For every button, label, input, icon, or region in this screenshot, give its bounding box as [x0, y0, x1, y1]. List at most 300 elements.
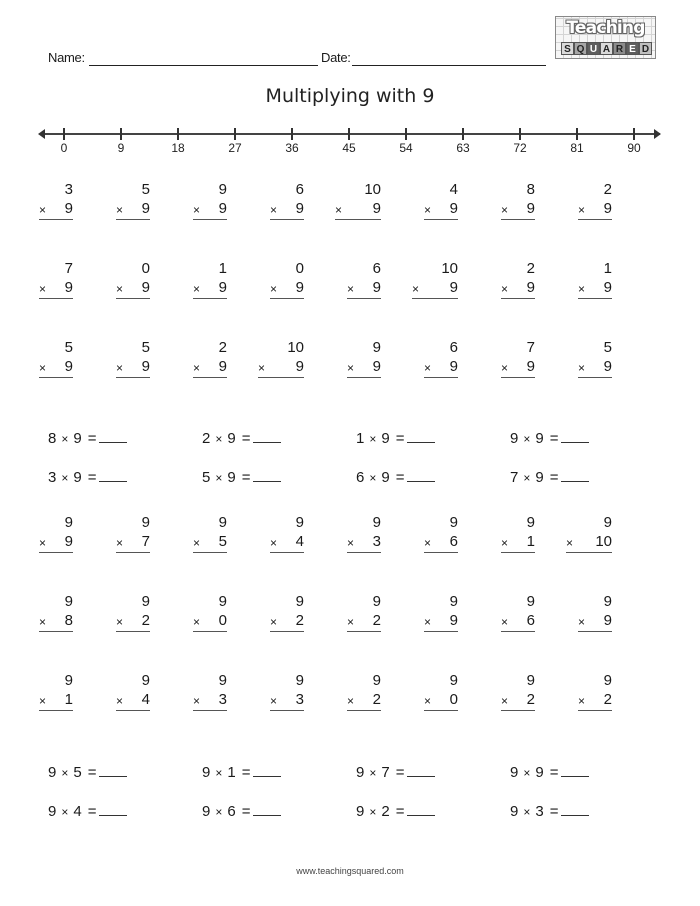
multiplier: 9: [526, 200, 535, 217]
horizontal-equation: [48, 467, 127, 485]
times-sign: ×: [578, 694, 586, 708]
vertical-problem: [116, 672, 150, 712]
answer-line[interactable]: [501, 298, 535, 299]
multiplicand: 9: [218, 672, 227, 689]
answer-line[interactable]: [347, 298, 381, 299]
answer-line[interactable]: [347, 710, 381, 711]
vertical-problem: [412, 260, 458, 300]
tick-label: 90: [627, 141, 641, 155]
answer-blank[interactable]: [99, 801, 127, 816]
tick-label: 0: [60, 141, 68, 155]
answer-blank[interactable]: [99, 428, 127, 443]
vertical-problem: [578, 260, 612, 300]
horizontal-equation: [202, 801, 281, 819]
multiplier: 7: [141, 533, 150, 550]
number-line-tick: [633, 128, 635, 140]
answer-line[interactable]: [39, 298, 73, 299]
horizontal-equation: [202, 762, 281, 780]
times-sign: ×: [215, 471, 223, 485]
operand-b: 5: [73, 764, 82, 781]
answer-line[interactable]: [39, 377, 73, 378]
operand-b: 9: [73, 469, 82, 486]
answer-line[interactable]: [39, 219, 73, 220]
times-sign: ×: [270, 615, 278, 629]
times-sign: ×: [523, 766, 531, 780]
answer-line[interactable]: [258, 377, 304, 378]
answer-line[interactable]: [424, 710, 458, 711]
times-sign: ×: [501, 282, 509, 296]
times-sign: ×: [61, 805, 69, 819]
operand-a: 9: [510, 430, 519, 447]
answer-line[interactable]: [116, 377, 150, 378]
answer-blank[interactable]: [99, 467, 127, 482]
vertical-problem: [270, 181, 304, 221]
times-sign: ×: [270, 203, 278, 217]
times-sign: ×: [193, 282, 201, 296]
multiplicand: 9: [64, 593, 73, 610]
arrow-right-icon: [654, 129, 661, 139]
answer-blank[interactable]: [99, 762, 127, 777]
times-sign: ×: [39, 615, 47, 629]
vertical-problem: [501, 260, 535, 300]
times-sign: ×: [501, 203, 509, 217]
multiplicand: 7: [526, 339, 535, 356]
times-sign: ×: [335, 203, 343, 217]
multiplicand: 5: [603, 339, 612, 356]
answer-line[interactable]: [424, 631, 458, 632]
vertical-problem: [39, 593, 73, 633]
times-sign: ×: [523, 432, 531, 446]
multiplier: 9: [141, 200, 150, 217]
times-sign: ×: [501, 536, 509, 550]
answer-line[interactable]: [424, 219, 458, 220]
vertical-problem: [193, 672, 227, 712]
answer-line[interactable]: [501, 377, 535, 378]
answer-blank[interactable]: [561, 428, 589, 443]
number-line-axis: [40, 133, 660, 135]
vertical-problem: [116, 593, 150, 633]
answer-line[interactable]: [116, 219, 150, 220]
multiplier: 3: [372, 533, 381, 550]
multiplicand: 1: [603, 260, 612, 277]
vertical-problem: [578, 593, 612, 633]
times-sign: ×: [193, 536, 201, 550]
multiplicand: 5: [141, 339, 150, 356]
operand-b: 9: [227, 430, 236, 447]
times-sign: ×: [424, 615, 432, 629]
vertical-problem: [39, 181, 73, 221]
logo-letter: S: [561, 42, 574, 55]
times-sign: ×: [116, 361, 124, 375]
multiplicand: 9: [295, 593, 304, 610]
horizontal-equation: [356, 467, 435, 485]
date-label: Date:: [321, 50, 351, 65]
number-line-tick: [519, 128, 521, 140]
multiplicand: 5: [141, 181, 150, 198]
multiplicand: 9: [141, 672, 150, 689]
multiplier: 9: [449, 279, 458, 296]
number-line-tick: [576, 128, 578, 140]
operand-b: 9: [535, 469, 544, 486]
horizontal-equation: [48, 801, 127, 819]
multiplier: 4: [295, 533, 304, 550]
multiplier: 2: [372, 691, 381, 708]
multiplicand: 9: [218, 181, 227, 198]
multiplier: 8: [64, 612, 73, 629]
vertical-problem: [347, 260, 381, 300]
answer-line[interactable]: [501, 631, 535, 632]
multiplier: 9: [218, 358, 227, 375]
times-sign: ×: [412, 282, 420, 296]
answer-line[interactable]: [193, 710, 227, 711]
answer-blank[interactable]: [253, 467, 281, 482]
vertical-problem: [193, 260, 227, 300]
answer-blank[interactable]: [407, 801, 435, 816]
vertical-problem: [116, 260, 150, 300]
answer-line[interactable]: [424, 552, 458, 553]
name-label: Name:: [48, 50, 85, 65]
equals-sign: =: [549, 764, 559, 781]
multiplicand: 10: [441, 260, 458, 277]
multiplier: 9: [526, 358, 535, 375]
vertical-problem: [193, 593, 227, 633]
times-sign: ×: [215, 805, 223, 819]
answer-line[interactable]: [116, 710, 150, 711]
tick-label: 18: [171, 141, 185, 155]
tick-label: 36: [285, 141, 299, 155]
number-line-tick: [234, 128, 236, 140]
horizontal-equation: [356, 801, 435, 819]
operand-b: 9: [73, 430, 82, 447]
logo-text-top: Teaching: [566, 18, 645, 38]
horizontal-equation: [48, 428, 127, 446]
multiplier: 9: [141, 358, 150, 375]
times-sign: ×: [270, 694, 278, 708]
times-sign: ×: [347, 536, 355, 550]
vertical-problem: [39, 260, 73, 300]
times-sign: ×: [424, 536, 432, 550]
operand-a: 5: [202, 469, 211, 486]
horizontal-equation: [510, 762, 589, 780]
answer-line[interactable]: [501, 710, 535, 711]
vertical-problem: [578, 339, 612, 379]
vertical-problem: [193, 514, 227, 554]
horizontal-equation: [510, 801, 589, 819]
equals-sign: =: [241, 469, 251, 486]
multiplicand: 9: [372, 514, 381, 531]
tick-label: 72: [513, 141, 527, 155]
operand-a: 9: [202, 764, 211, 781]
times-sign: ×: [270, 536, 278, 550]
multiplicand: 5: [64, 339, 73, 356]
vertical-problem: [193, 339, 227, 379]
multiplicand: 9: [372, 339, 381, 356]
answer-line[interactable]: [501, 552, 535, 553]
answer-line[interactable]: [566, 552, 612, 553]
multiplier: 2: [372, 612, 381, 629]
times-sign: ×: [61, 766, 69, 780]
equals-sign: =: [395, 764, 405, 781]
multiplicand: 6: [449, 339, 458, 356]
multiplier: 2: [141, 612, 150, 629]
logo-letter: R: [613, 42, 626, 55]
answer-line[interactable]: [347, 552, 381, 553]
multiplicand: 6: [372, 260, 381, 277]
times-sign: ×: [116, 203, 124, 217]
teaching-squared-logo: [555, 16, 656, 59]
multiplicand: 9: [449, 672, 458, 689]
multiplier: 9: [295, 279, 304, 296]
answer-line[interactable]: [578, 219, 612, 220]
multiplicand: 2: [603, 181, 612, 198]
answer-line[interactable]: [116, 298, 150, 299]
answer-blank[interactable]: [253, 801, 281, 816]
logo-text-bottom: [561, 42, 652, 55]
answer-blank[interactable]: [561, 801, 589, 816]
answer-line[interactable]: [270, 631, 304, 632]
answer-line[interactable]: [193, 631, 227, 632]
multiplicand: 10: [287, 339, 304, 356]
multiplier: 9: [603, 358, 612, 375]
answer-line[interactable]: [193, 377, 227, 378]
multiplicand: 9: [64, 514, 73, 531]
multiplier: 10: [595, 533, 612, 550]
multiplier: 9: [526, 279, 535, 296]
answer-line[interactable]: [39, 710, 73, 711]
multiplicand: 9: [603, 514, 612, 531]
operand-a: 9: [510, 803, 519, 820]
multiplier: 9: [372, 358, 381, 375]
vertical-problem: [39, 339, 73, 379]
vertical-problem: [501, 339, 535, 379]
vertical-problem: [501, 181, 535, 221]
multiplicand: 9: [218, 514, 227, 531]
multiplicand: 9: [372, 593, 381, 610]
vertical-problem: [347, 339, 381, 379]
times-sign: ×: [424, 694, 432, 708]
vertical-problem: [270, 593, 304, 633]
multiplicand: 9: [141, 593, 150, 610]
number-line-tick: [348, 128, 350, 140]
tick-label: 81: [570, 141, 584, 155]
times-sign: ×: [347, 361, 355, 375]
tick-label: 54: [399, 141, 413, 155]
multiplier: 2: [526, 691, 535, 708]
tick-label: 9: [117, 141, 125, 155]
vertical-problem: [270, 672, 304, 712]
vertical-problem: [424, 339, 458, 379]
multiplicand: 9: [526, 672, 535, 689]
multiplier: 1: [526, 533, 535, 550]
times-sign: ×: [215, 432, 223, 446]
times-sign: ×: [347, 694, 355, 708]
multiplier: 9: [295, 358, 304, 375]
answer-line[interactable]: [193, 298, 227, 299]
equals-sign: =: [241, 803, 251, 820]
multiplicand: 9: [141, 514, 150, 531]
answer-line[interactable]: [270, 298, 304, 299]
answer-line[interactable]: [335, 219, 381, 220]
times-sign: ×: [578, 361, 586, 375]
footer-url: www.teachingsquared.com: [296, 866, 404, 876]
multiplicand: 9: [64, 672, 73, 689]
times-sign: ×: [424, 361, 432, 375]
vertical-problem: [566, 514, 612, 554]
times-sign: ×: [193, 694, 201, 708]
answer-blank[interactable]: [561, 467, 589, 482]
multiplicand: 9: [603, 672, 612, 689]
multiplier: 0: [218, 612, 227, 629]
equals-sign: =: [87, 469, 97, 486]
multiplicand: 9: [603, 593, 612, 610]
vertical-problem: [116, 339, 150, 379]
tick-label: 27: [228, 141, 242, 155]
vertical-problem: [424, 672, 458, 712]
answer-line[interactable]: [116, 631, 150, 632]
number-line-tick: [120, 128, 122, 140]
answer-line[interactable]: [347, 377, 381, 378]
answer-line[interactable]: [270, 219, 304, 220]
multiplier: 9: [218, 200, 227, 217]
times-sign: ×: [369, 471, 377, 485]
answer-line[interactable]: [578, 710, 612, 711]
times-sign: ×: [116, 536, 124, 550]
logo-letter: A: [600, 42, 613, 55]
multiplier: 9: [372, 200, 381, 217]
operand-a: 9: [202, 803, 211, 820]
multiplicand: 9: [295, 514, 304, 531]
times-sign: ×: [566, 536, 574, 550]
multiplicand: 9: [449, 593, 458, 610]
times-sign: ×: [501, 615, 509, 629]
logo-letter: E: [626, 42, 639, 55]
multiplier: 5: [218, 533, 227, 550]
answer-line[interactable]: [578, 298, 612, 299]
answer-line[interactable]: [501, 219, 535, 220]
operand-a: 9: [48, 803, 57, 820]
operand-a: 9: [510, 764, 519, 781]
horizontal-equation: [510, 467, 589, 485]
operand-a: 2: [202, 430, 211, 447]
vertical-problem: [578, 181, 612, 221]
multiplicand: 1: [218, 260, 227, 277]
operand-b: 7: [381, 764, 390, 781]
equals-sign: =: [87, 430, 97, 447]
multiplier: 9: [141, 279, 150, 296]
times-sign: ×: [116, 694, 124, 708]
answer-blank[interactable]: [407, 428, 435, 443]
horizontal-equation: [356, 428, 435, 446]
answer-line[interactable]: [116, 552, 150, 553]
times-sign: ×: [523, 805, 531, 819]
answer-line[interactable]: [578, 631, 612, 632]
answer-line[interactable]: [39, 552, 73, 553]
vertical-problem: [39, 514, 73, 554]
times-sign: ×: [523, 471, 531, 485]
vertical-problem: [347, 514, 381, 554]
answer-blank[interactable]: [561, 762, 589, 777]
equals-sign: =: [549, 469, 559, 486]
equals-sign: =: [87, 803, 97, 820]
times-sign: ×: [424, 203, 432, 217]
multiplier: 3: [295, 691, 304, 708]
multiplier: 9: [64, 533, 73, 550]
answer-blank[interactable]: [253, 428, 281, 443]
multiplier: 9: [603, 612, 612, 629]
multiplier: 0: [449, 691, 458, 708]
multiplier: 2: [295, 612, 304, 629]
times-sign: ×: [39, 361, 47, 375]
operand-b: 9: [535, 764, 544, 781]
multiplier: 9: [64, 279, 73, 296]
equals-sign: =: [395, 430, 405, 447]
answer-blank[interactable]: [407, 762, 435, 777]
operand-a: 1: [356, 430, 365, 447]
multiplicand: 9: [372, 672, 381, 689]
vertical-problem: [270, 514, 304, 554]
vertical-problem: [335, 181, 381, 221]
answer-blank[interactable]: [407, 467, 435, 482]
multiplicand: 10: [364, 181, 381, 198]
answer-line[interactable]: [193, 219, 227, 220]
answer-blank[interactable]: [253, 762, 281, 777]
multiplicand: 9: [526, 514, 535, 531]
operand-b: 3: [535, 803, 544, 820]
times-sign: ×: [578, 615, 586, 629]
vertical-problem: [347, 593, 381, 633]
horizontal-equation: [202, 428, 281, 446]
horizontal-equation: [510, 428, 589, 446]
date-field[interactable]: [352, 65, 546, 66]
answer-line[interactable]: [270, 710, 304, 711]
equals-sign: =: [395, 469, 405, 486]
times-sign: ×: [61, 432, 69, 446]
answer-line[interactable]: [578, 377, 612, 378]
multiplier: 9: [64, 358, 73, 375]
vertical-problem: [424, 593, 458, 633]
vertical-problem: [347, 672, 381, 712]
answer-line[interactable]: [347, 631, 381, 632]
multiplicand: 9: [449, 514, 458, 531]
equals-sign: =: [241, 764, 251, 781]
number-line-tick: [405, 128, 407, 140]
equals-sign: =: [549, 803, 559, 820]
times-sign: ×: [39, 694, 47, 708]
answer-line[interactable]: [270, 552, 304, 553]
number-line-tick: [177, 128, 179, 140]
logo-letter: Q: [574, 42, 587, 55]
answer-line[interactable]: [39, 631, 73, 632]
times-sign: ×: [501, 694, 509, 708]
name-field[interactable]: [89, 65, 318, 66]
multiplier: 9: [295, 200, 304, 217]
vertical-problem: [501, 593, 535, 633]
number-line-tick: [462, 128, 464, 140]
times-sign: ×: [369, 805, 377, 819]
multiplier: 9: [603, 279, 612, 296]
equals-sign: =: [87, 764, 97, 781]
multiplier: 9: [372, 279, 381, 296]
answer-line[interactable]: [412, 298, 458, 299]
answer-line[interactable]: [193, 552, 227, 553]
multiplicand: 6: [295, 181, 304, 198]
multiplicand: 9: [218, 593, 227, 610]
multiplier: 6: [526, 612, 535, 629]
multiplier: 9: [218, 279, 227, 296]
answer-line[interactable]: [424, 377, 458, 378]
horizontal-equation: [48, 762, 127, 780]
multiplicand: 0: [141, 260, 150, 277]
